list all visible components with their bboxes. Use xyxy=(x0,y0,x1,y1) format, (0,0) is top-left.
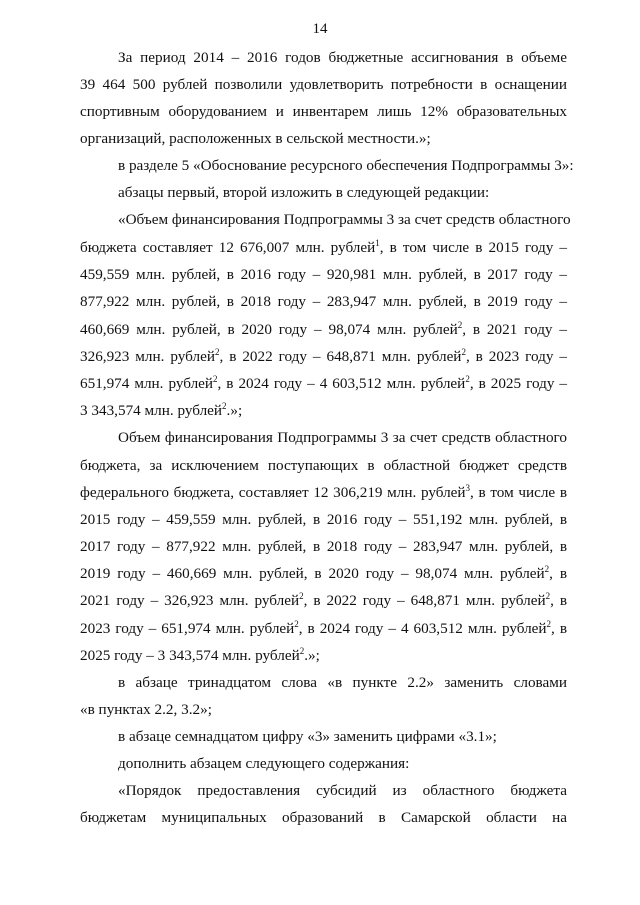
text-line: 2015 году – 459,559 млн. рублей, в 2016 году – 551,192 млн. рублей, в xyxy=(80,511,567,528)
text-line: 459,559 млн. рублей, в 2016 году – 920,981 млн. рублей, в 2017 году – xyxy=(80,266,567,283)
footnote-mark: 2 xyxy=(544,564,550,574)
footnote-mark: 2 xyxy=(299,591,304,601)
text-line: спортивным оборудованием и инвентарем лишь 12% образовательных xyxy=(80,103,567,120)
footnote-mark: 2 xyxy=(461,347,466,357)
text-line xyxy=(80,564,567,584)
text-segment: 2025 году – 3 343,574 млн. рублей xyxy=(80,647,300,664)
text-segment: .»; xyxy=(304,647,320,664)
text-segment: 2021 году – 326,923 млн. рублей xyxy=(80,592,300,609)
text-segment: , в 2024 году – 4 603,512 млн. рублей xyxy=(298,620,547,637)
text-line: бюджетам муниципальных образований в Самарской области на xyxy=(80,809,567,826)
page-number: 14 xyxy=(312,21,328,37)
text-line xyxy=(80,320,567,340)
text-segment: , в 2022 году – 648,871 млн. рублей xyxy=(303,592,546,609)
text-line xyxy=(80,374,567,394)
text-line xyxy=(80,483,567,503)
text-segment: , в 2025 году – xyxy=(469,375,568,392)
text-segment: 2023 году – 651,974 млн. рублей xyxy=(80,620,295,637)
text-line: «в пунктах 2.2, 3.2»; xyxy=(80,701,212,718)
text-line: в абзаце тринадцатом слова «в пункте 2.2» заменить словами xyxy=(118,674,567,691)
text-line xyxy=(80,401,242,421)
text-segment: , в 2022 году – 648,871 млн. рублей xyxy=(219,348,462,365)
text-line: 877,922 млн. рублей, в 2018 году – 283,947 млн. рублей, в 2019 году – xyxy=(80,293,567,310)
text-line: 39 464 500 рублей позволили удовлетворить потребности в оснащении xyxy=(80,76,567,93)
footnote-mark: 2 xyxy=(222,401,227,411)
text-segment: , в 2024 году – 4 603,512 млн. рублей xyxy=(217,375,466,392)
text-line: 2017 году – 877,922 млн. рублей, в 2018 году – 283,947 млн. рублей, в xyxy=(80,538,567,555)
text-segment: 326,923 млн. рублей xyxy=(80,348,215,365)
text-segment: , в том числе в 2015 году – xyxy=(379,239,567,256)
footnote-mark: 2 xyxy=(213,374,218,384)
text-segment: .»; xyxy=(226,402,243,419)
text-line: Объем финансирования Подпрограммы 3 за счет средств областного xyxy=(118,429,567,446)
text-line: бюджета, за исключением поступающих в областной бюджет средств xyxy=(80,457,567,474)
footnote-mark: 2 xyxy=(546,619,552,629)
footnote-mark: 1 xyxy=(375,238,380,248)
text-segment: 3 343,574 млн. рублей xyxy=(80,402,223,419)
text-segment: , в 2021 году – xyxy=(462,321,567,338)
text-line: организаций, расположенных в сельской местности.»; xyxy=(80,130,431,147)
footnote-mark: 2 xyxy=(299,646,305,656)
text-line: в абзаце семнадцатом цифру «3» заменить цифрами «3.1»; xyxy=(118,728,497,745)
footnote-mark: 2 xyxy=(465,374,470,384)
text-segment: , в xyxy=(550,592,567,609)
footnote-mark: 3 xyxy=(465,483,471,493)
text-line: «Объем финансирования Подпрограммы 3 за счет средств областного xyxy=(118,211,571,228)
text-line: в разделе 5 «Обоснование ресурсного обеспечения Подпрограммы 3»: xyxy=(118,157,574,174)
text-line: За период 2014 – 2016 годов бюджетные ассигнования в объеме xyxy=(118,49,567,66)
text-segment: 651,974 млн. рублей xyxy=(80,375,214,392)
text-line xyxy=(80,347,567,367)
text-segment: , в том числе в xyxy=(470,484,567,501)
text-segment: 460,669 млн. рублей, в 2020 году – 98,074 млн. рублей xyxy=(80,321,458,338)
footnote-mark: 2 xyxy=(545,591,551,601)
text-segment: бюджета составляет 12 676,007 млн. рублей xyxy=(80,239,376,256)
text-line: «Порядок предоставления субсидий из областного бюджета xyxy=(118,782,567,799)
text-segment: 2019 году – 460,669 млн. рублей, в 2020 году – 98,074 млн. рублей xyxy=(80,565,545,582)
text-line: абзацы первый, второй изложить в следующей редакции: xyxy=(118,184,490,201)
text-line xyxy=(80,646,320,666)
text-line: дополнить абзацем следующего содержания: xyxy=(118,755,410,772)
footnote-mark: 2 xyxy=(214,347,220,357)
text-segment: федерального бюджета, составляет 12 306,219 млн. рублей xyxy=(80,484,466,501)
text-segment: , в xyxy=(551,620,567,637)
text-line xyxy=(80,619,567,639)
footnote-mark: 2 xyxy=(457,320,463,330)
text-line xyxy=(80,238,567,258)
text-segment: , в xyxy=(549,565,567,582)
footnote-mark: 2 xyxy=(294,619,299,629)
text-segment: , в 2023 году – xyxy=(465,348,567,365)
text-line xyxy=(80,591,567,611)
